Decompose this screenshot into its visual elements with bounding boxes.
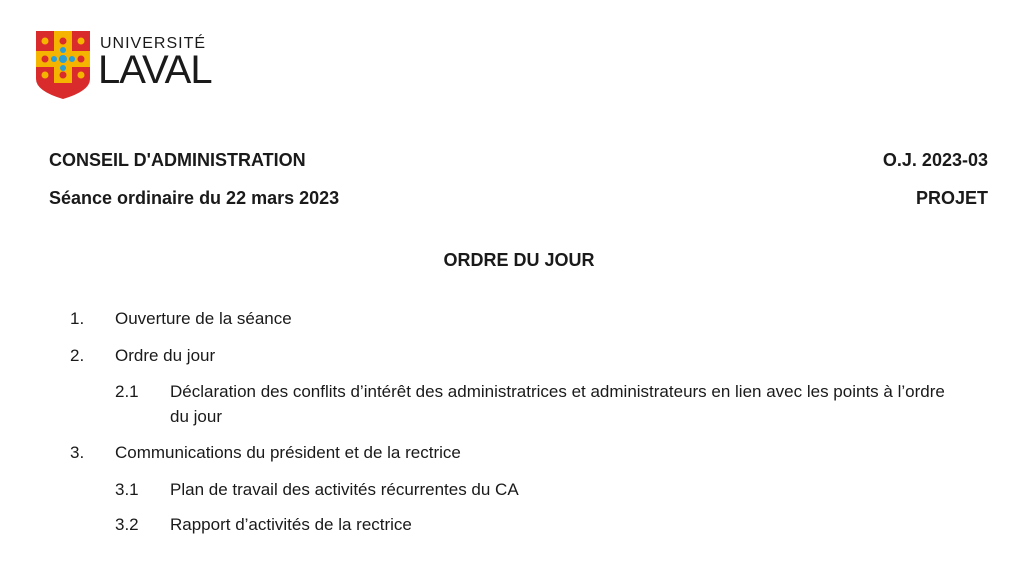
- agenda-item-text: Plan de travail des activités récurrentes du CA: [170, 480, 519, 499]
- document-status: PROJET: [915, 188, 988, 208]
- agenda-item-text: Ordre du jour: [115, 346, 216, 365]
- logo-text-big: LAVAL: [98, 48, 212, 92]
- session-date: Séance ordinaire du 22 mars 2023: [49, 188, 340, 208]
- page-title: ORDRE DU JOUR: [443, 250, 595, 270]
- agenda-item-number: 1.: [70, 309, 85, 328]
- university-logo: [34, 29, 214, 103]
- agenda-item-number: 3.: [70, 443, 85, 462]
- agenda-item-text: Communications du président et de la rectrice: [115, 443, 461, 462]
- agenda-item-text: Ouverture de la séance: [115, 309, 292, 328]
- agenda-item-number: 2.: [70, 346, 85, 365]
- agenda-item-text: Rapport d’activités de la rectrice: [170, 515, 412, 534]
- agenda-item-text: Déclaration des conflits d’intérêt des administratrices et administrateurs en lien avec les points à l’ordre du jour: [170, 382, 945, 426]
- logo-text-small: UNIVERSITÉ: [100, 35, 207, 52]
- agenda-item-number: 3.1: [115, 480, 139, 499]
- agenda-item-number: 3.2: [115, 515, 139, 534]
- agenda-item-number: 2.1: [115, 382, 139, 401]
- shield-icon: [34, 29, 92, 101]
- board-title: CONSEIL D'ADMINISTRATION: [49, 150, 306, 170]
- document-number: O.J. 2023-03: [882, 150, 988, 170]
